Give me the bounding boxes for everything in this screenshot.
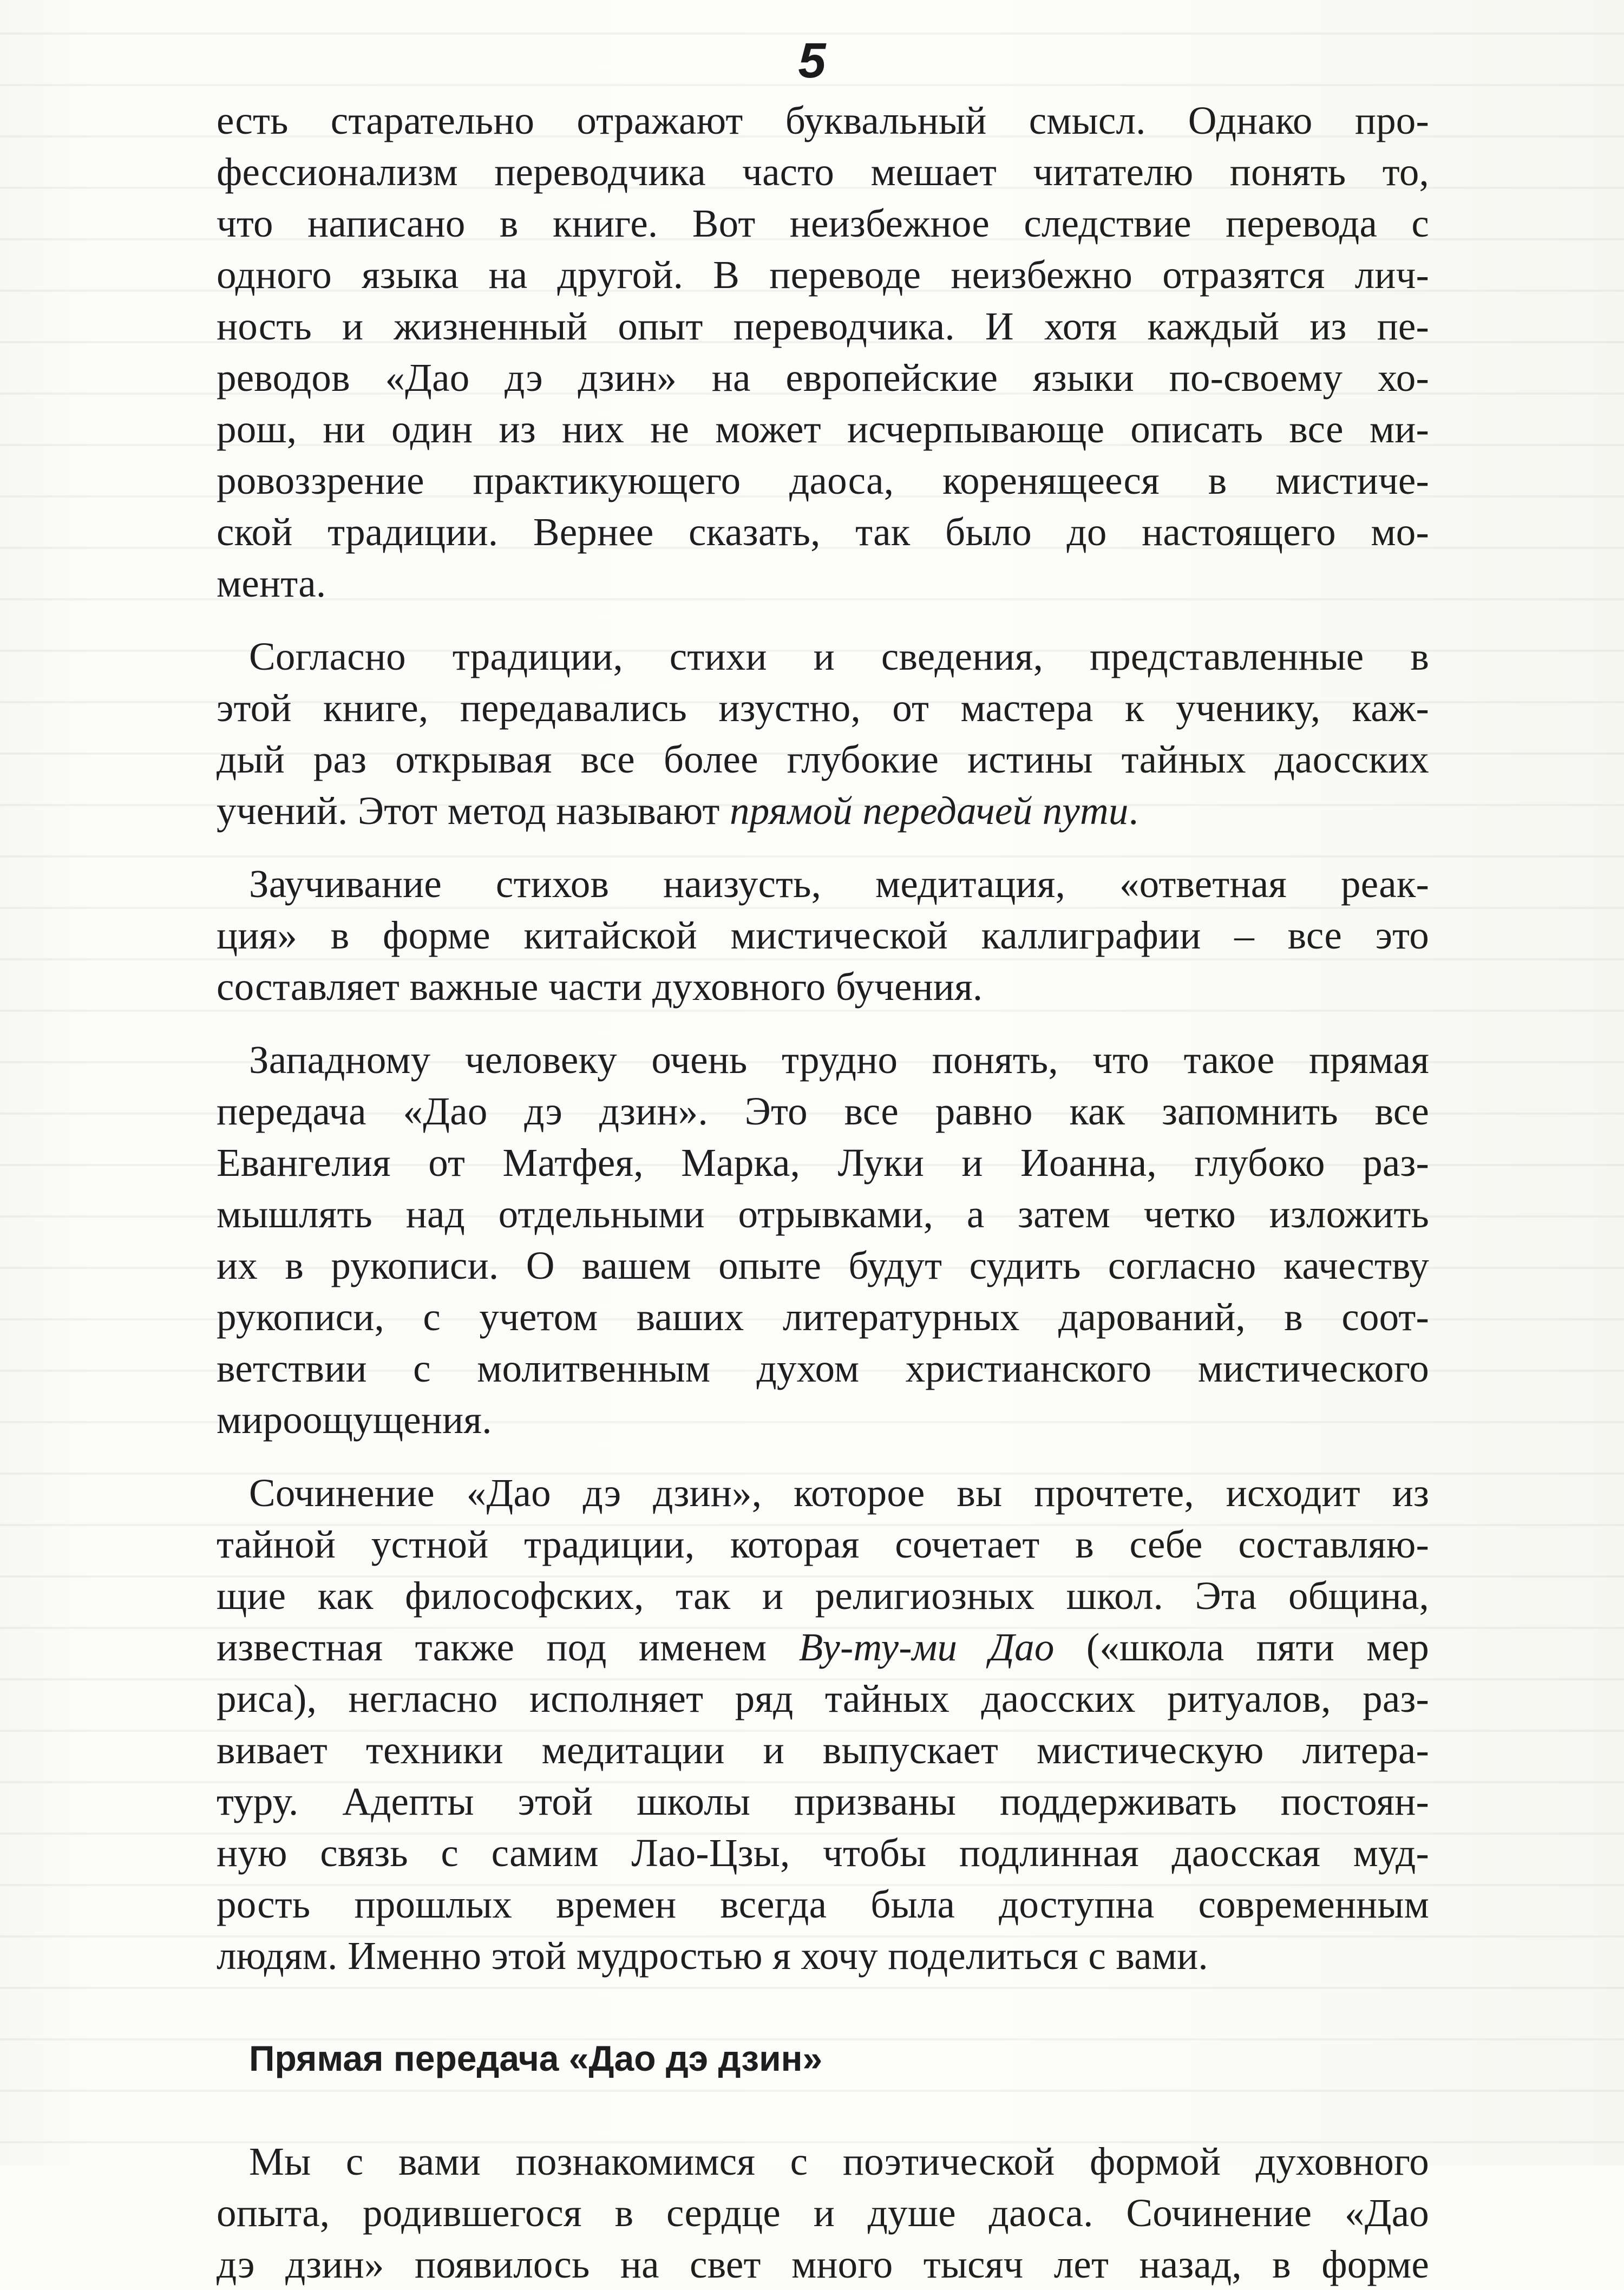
text-line: дый раз открывая все более глубокие истины тайных даосских xyxy=(217,737,1429,781)
text-line: ровоззрение практикующего даоса, коренящееся в мистиче- xyxy=(217,459,1429,502)
text-line: ской традиции. Вернее сказать, так было до настоящего мо- xyxy=(217,510,1429,554)
text-line: Евангелия от Матфея, Марка, Луки и Иоанна, глубоко раз- xyxy=(217,1141,1429,1185)
text-line: фессионализм переводчика часто мешает читателю понять то, xyxy=(217,150,1429,194)
section-gap xyxy=(217,1981,1429,2033)
text-line: что написано в книге. Вот неизбежное следствие перевода с xyxy=(217,201,1429,245)
text-line: Согласно традиции, стихи и сведения, представленные в xyxy=(249,634,1429,678)
text-line: Мы с вами познакомимся с поэтической формой духовного xyxy=(249,2139,1429,2183)
text-line: есть старательно отражают буквальный смысл. Однако про- xyxy=(217,99,1429,142)
text-line xyxy=(217,1621,1429,1673)
text-line: реводов «Дао дэ дзин» на европейские языки по-своему хо- xyxy=(217,356,1429,400)
text-line: мироощущения. xyxy=(217,1398,492,1442)
page-number: 5 xyxy=(798,33,826,88)
text-line: одного языка на другой. В переводе неизбежно отразятся лич- xyxy=(217,253,1429,297)
text-line: их в рукописи. О вашем опыте будут судить согласно качеству xyxy=(217,1244,1429,1287)
paragraph-gap xyxy=(217,836,1429,858)
text-line: риса), негласно исполняет ряд тайных даосских ритуалов, раз- xyxy=(217,1677,1429,1720)
paragraph-gap xyxy=(217,609,1429,631)
text-line: тайной устной традиции, которая сочетает в себе составляю- xyxy=(217,1522,1429,1566)
text-line: щие как философских, так и религиозных школ. Эта община, xyxy=(217,1574,1429,1618)
italic-term: Ву-ту-ми Дао xyxy=(798,1625,1055,1669)
text-line: передача «Дао дэ дзин». Это все равно как запомнить все xyxy=(217,1089,1429,1133)
text-line: ветствии с молитвенным духом христианского мистического xyxy=(217,1346,1429,1390)
text-line: ность и жизненный опыт переводчика. И хотя каждый из пе- xyxy=(217,304,1429,348)
paragraph-gap xyxy=(217,1445,1429,1467)
section-heading: Прямая передача «Дао дэ дзин» xyxy=(249,2038,823,2078)
text-line: рош, ни один из них не может исчерпывающе описать все ми- xyxy=(217,407,1429,451)
italic-term: прямой передачей пути xyxy=(730,789,1129,833)
text-run: («школа пяти мер xyxy=(1054,1625,1430,1669)
text-line xyxy=(217,785,1429,836)
section-gap xyxy=(217,2084,1429,2136)
text-line: этой книге, передавались изустно, от мастера к ученику, каж- xyxy=(217,686,1429,730)
text-run: известная также под именем xyxy=(217,1625,799,1669)
text-run: учений. Этот метод называют xyxy=(217,789,730,833)
text-line: ция» в форме китайской мистической каллиграфии – все это xyxy=(217,913,1429,957)
text-line: ную связь с самим Лао-Цзы, чтобы подлинная даосская муд- xyxy=(217,1831,1429,1875)
text-line: Сочинение «Дао дэ дзин», которое вы прочтете, исходит из xyxy=(249,1471,1429,1515)
text-line: вивает техники медитации и выпускает мистическую литера- xyxy=(217,1728,1429,1772)
text-line: составляет важные части духовного бучения. xyxy=(217,965,983,1009)
text-run: . xyxy=(1128,789,1139,833)
text-line: Западному человеку очень трудно понять, что такое прямая xyxy=(249,1038,1429,1082)
paragraph-gap xyxy=(217,1012,1429,1034)
text-line: опыта, родившегося в сердце и душе даоса. Сочинение «Дао xyxy=(217,2191,1429,2235)
text-line: Заучивание стихов наизусть, медитация, «ответная реак- xyxy=(249,862,1429,906)
text-line: рость прошлых времен всегда была доступна современным xyxy=(217,1882,1429,1926)
text-line: туру. Адепты этой школы призваны поддерживать постоян- xyxy=(217,1779,1429,1823)
text-line: дэ дзин» появилось на свет много тысяч лет назад, в форме xyxy=(217,2242,1429,2286)
body-text xyxy=(217,95,1429,2290)
text-line: мента. xyxy=(217,561,326,605)
text-line: рукописи, с учетом ваших литературных дарований, в соот- xyxy=(217,1295,1429,1339)
text-line: мышлять над отдельными отрывками, а затем четко изложить xyxy=(217,1192,1429,1236)
text-line: людям. Именно этой мудростью я хочу поделиться с вами. xyxy=(217,1934,1208,1978)
